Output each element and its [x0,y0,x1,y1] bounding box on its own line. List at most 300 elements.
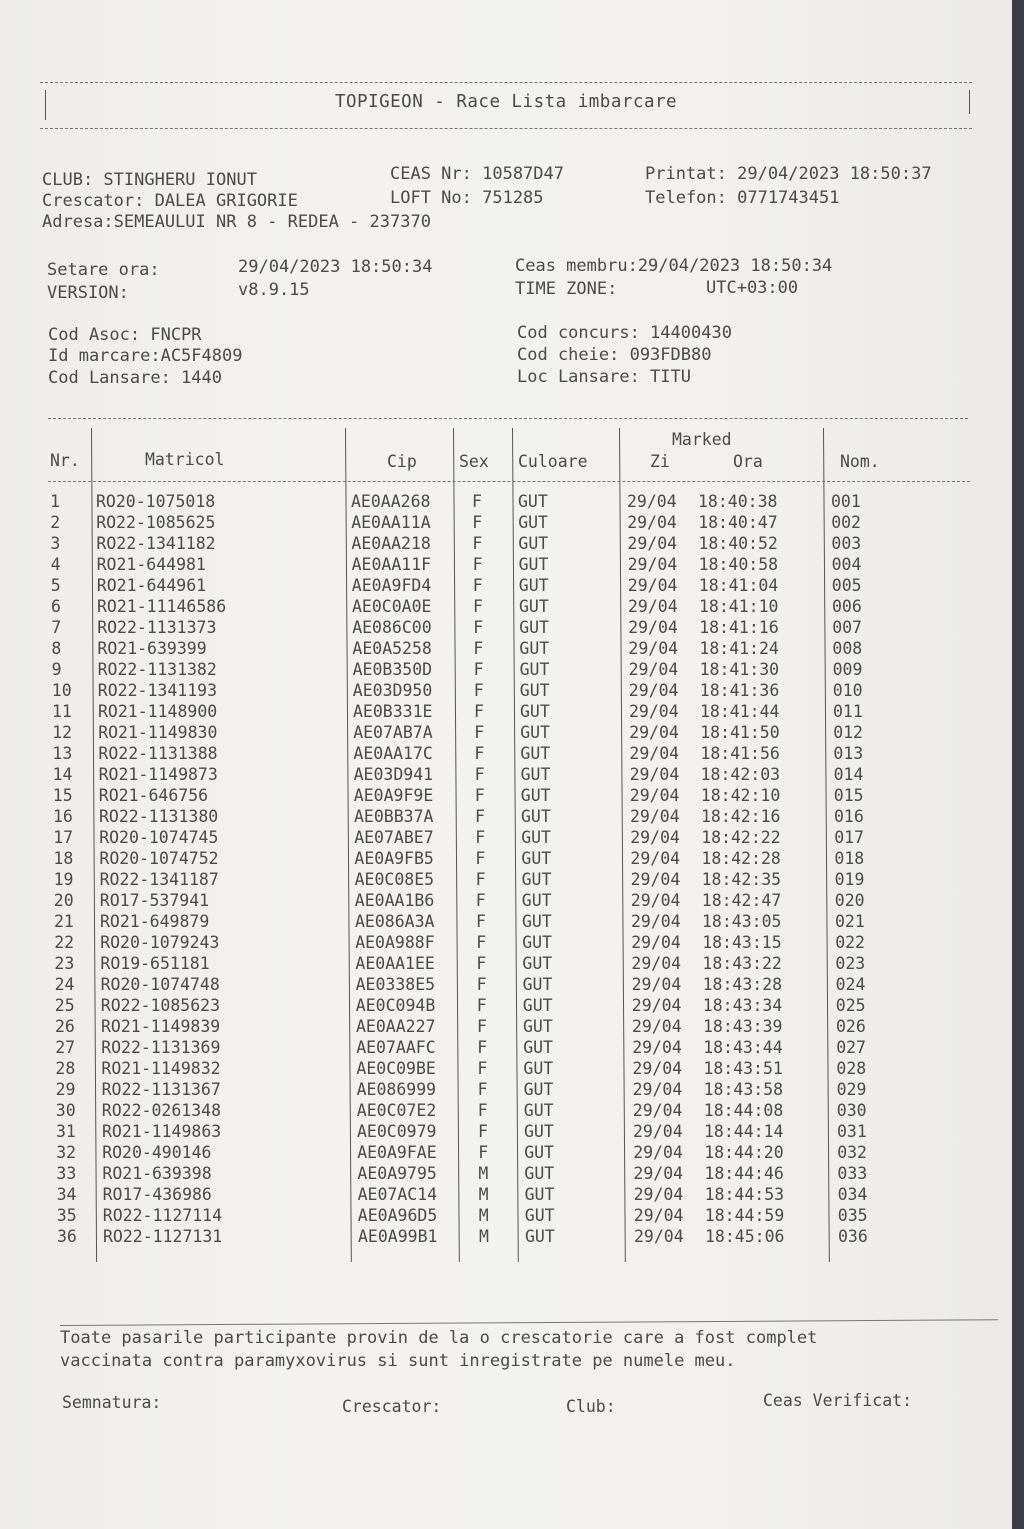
cell-nr: 34 [56,1185,77,1204]
cell-nr: 13 [52,744,73,763]
cell-zi: 29/04 [627,555,678,574]
cell-ora: 18:40:47 [698,513,778,532]
cell-ora: 18:41:56 [700,744,780,763]
title-bottom-border [40,128,972,129]
cell-sex: F [478,1143,489,1162]
cell-zi: 29/04 [628,597,678,616]
cell-cip: AE0AA11A [351,513,431,532]
cell-ora: 18:42:16 [701,807,781,826]
table-row [0,744,1012,764]
cell-nr: 22 [54,933,75,952]
cell-zi: 29/04 [630,849,681,868]
cell-cip: AE0AA1EE [355,954,435,973]
footer-statement-line1: Toate pasarile participante provin de la o crescatorie care a fost complet [60,1328,818,1348]
cell-cip: AE0AA17C [353,744,433,763]
cell-nom: 006 [832,597,862,616]
cell-cip: AE07AAFC [356,1038,436,1057]
cell-nr: 12 [52,723,73,742]
cell-cip: AE0C0979 [357,1122,437,1141]
cell-sex: F [473,618,484,637]
cell-zi: 29/04 [630,807,680,826]
cell-sex: F [476,954,487,973]
cell-ora: 18:42:28 [701,849,781,868]
cell-nom: 017 [834,828,864,847]
cell-nom: 027 [836,1038,866,1057]
ceas-verificat-label: Ceas Verificat: [763,1391,913,1410]
col-header-zi: Zi [650,452,670,471]
cell-culoare: GUT [524,1164,555,1183]
time-zone-label: TIME ZONE: [515,279,618,299]
cell-sex: M [478,1164,489,1183]
printat: Printat: 29/04/2023 18:50:37 [645,164,932,184]
table-row [0,555,1012,575]
cell-zi: 29/04 [630,891,681,910]
cell-matricol: RO21-11146586 [97,597,227,616]
cell-matricol: RO22-1131380 [99,807,219,826]
col-header-nr: Nr. [50,451,80,470]
cell-sex: F [476,975,487,994]
cell-matricol: RO21-1149830 [98,723,218,742]
cell-nr: 27 [55,1038,76,1057]
table-row [0,597,1012,617]
cell-nom: 021 [835,912,865,931]
cell-nom: 022 [835,933,865,952]
table-row [0,492,1012,512]
cell-ora: 18:42:03 [700,765,781,784]
cell-matricol: RO20-1079243 [100,933,220,952]
cell-nr: 18 [53,849,74,868]
cell-nr: 20 [53,891,74,910]
cell-cip: AE086999 [356,1080,437,1099]
cell-nom: 009 [832,660,863,679]
cell-nom: 032 [837,1143,867,1162]
cell-culoare: GUT [520,744,551,763]
cell-zi: 29/04 [628,639,679,658]
adresa: Adresa:SEMEAULUI NR 8 - REDEA - 237370 [42,212,431,232]
cell-matricol: RO21-644981 [96,555,206,574]
col-header-marked: Marked [672,430,732,449]
cell-zi: 29/04 [627,492,677,511]
cell-matricol: RO17-436986 [102,1185,212,1204]
col-header-sex: Sex [459,452,489,471]
cell-sex: F [477,1059,488,1078]
ceas-nr: CEAS Nr: 10587D47 [390,164,564,184]
col-header-culoare: Culoare [518,452,588,471]
cell-culoare: GUT [523,1080,554,1099]
cell-zi: 29/04 [632,1080,683,1099]
cell-matricol: RO22-1127114 [102,1206,223,1225]
cell-zi: 29/04 [630,870,681,889]
cell-matricol: RO21-1149832 [101,1059,221,1078]
cell-sex: F [475,891,486,910]
table-header-separator [48,481,970,482]
cell-cip: AE0A9795 [357,1164,437,1183]
cell-nr: 28 [55,1059,76,1078]
cell-zi: 29/04 [629,723,679,742]
cell-culoare: GUT [522,912,552,931]
cell-sex: F [478,1122,488,1141]
cell-sex: F [472,534,483,553]
cell-cip: AE0AA227 [356,1017,436,1036]
cell-nr: 29 [55,1080,76,1099]
col-header-ora: Ora [733,452,763,471]
cell-matricol: RO21-639398 [102,1164,212,1183]
table-row [0,828,1012,848]
cell-nr: 24 [54,975,75,994]
cell-nom: 023 [835,954,866,973]
cell-nr: 26 [55,1017,75,1036]
col-header-cip: Cip [387,452,417,471]
cell-sex: F [474,702,484,721]
cell-nom: 025 [835,996,866,1015]
cell-cip: AE0C09BE [356,1059,436,1078]
cell-matricol: RO22-1127131 [103,1227,223,1246]
cell-nom: 028 [836,1059,867,1078]
cell-ora: 18:44:20 [704,1143,784,1162]
cell-culoare: GUT [519,618,549,637]
cell-nom: 026 [836,1017,866,1036]
cell-nr: 10 [51,681,72,700]
cell-nr: 23 [54,954,75,973]
cell-nr: 19 [53,870,74,889]
cell-cip: AE0AA1B6 [354,891,435,910]
cell-culoare: GUT [521,891,552,910]
cell-ora: 18:42:22 [701,828,781,847]
cell-nr: 7 [51,618,62,637]
table-row [0,1185,1012,1205]
ceas-membru: Ceas membru:29/04/2023 18:50:34 [515,256,833,276]
cell-nom: 014 [833,765,864,784]
cell-sex: F [475,828,486,847]
cell-matricol: RO21-1148900 [98,702,218,721]
cell-nr: 9 [51,660,62,679]
cell-nom: 036 [838,1227,868,1246]
cell-cip: AE0AA11F [351,555,432,574]
cell-matricol: RO19-651181 [100,954,210,973]
table-row [0,534,1012,554]
cell-ora: 18:44:59 [704,1206,785,1225]
cell-nom: 002 [831,513,861,532]
telefon: Telefon: 0771743451 [645,188,840,208]
cell-cip: AE0AA218 [351,534,431,553]
cell-cip: AE0C094B [355,996,436,1015]
table-row [0,1038,1012,1058]
cell-nom: 020 [834,891,865,910]
cell-culoare: GUT [519,639,550,658]
cell-nom: 030 [836,1101,867,1120]
cell-matricol: RO22-1085623 [100,996,221,1015]
club-name: CLUB: STINGHERU IONUT [42,170,257,190]
cell-ora: 18:41:50 [700,723,780,742]
cell-cip: AE03D950 [352,681,433,700]
cell-zi: 29/04 [628,681,679,700]
cell-matricol: RO21-639399 [97,639,207,658]
table-row [0,849,1012,869]
cell-sex: F [477,1017,487,1036]
cell-ora: 18:44:53 [704,1185,785,1204]
cell-sex: F [476,933,487,952]
cell-nr: 5 [50,576,61,595]
cell-culoare: GUT [522,996,553,1015]
cell-nr: 1 [50,492,60,511]
cell-nr: 32 [56,1143,77,1162]
cell-ora: 18:40:38 [698,492,778,511]
version-label: VERSION: [47,283,129,303]
cell-culoare: GUT [521,828,551,847]
cell-cip: AE0A96D5 [357,1206,438,1225]
cell-sex: M [478,1206,489,1225]
table-row [0,765,1012,785]
cell-zi: 29/04 [632,1038,682,1057]
table-row [0,1206,1012,1226]
table-row [0,996,1012,1016]
cell-matricol: RO20-1074752 [99,849,219,868]
cod-cheie: Cod cheie: 093FDB80 [517,345,712,365]
cell-zi: 29/04 [629,765,680,784]
cell-sex: F [473,597,483,616]
cell-cip: AE0A5258 [352,639,432,658]
cell-ora: 18:43:39 [703,1017,783,1036]
cell-nom: 029 [836,1080,867,1099]
cell-nom: 019 [834,870,865,889]
cell-nr: 30 [55,1101,76,1120]
cod-asoc: Cod Asoc: FNCPR [48,325,202,345]
time-zone-value: UTC+03:00 [706,278,799,298]
club-signature-label: Club: [566,1397,616,1416]
cell-nom: 012 [833,723,863,742]
cell-matricol: RO21-649879 [100,912,210,931]
cell-zi: 29/04 [632,1059,683,1078]
cell-matricol: RO22-0261348 [101,1101,222,1120]
cell-cip: AE0A9FD4 [351,576,432,595]
table-row [0,1164,1012,1184]
cell-zi: 29/04 [629,702,679,721]
cell-culoare: GUT [522,954,553,973]
table-row [0,912,1012,932]
table-row [0,723,1012,743]
cell-ora: 18:43:28 [702,975,783,994]
cell-zi: 29/04 [633,1122,683,1141]
cell-nom: 015 [833,786,864,805]
cell-nr: 33 [56,1164,77,1183]
cell-ora: 18:43:44 [703,1038,783,1057]
table-row [0,1227,1012,1247]
cell-matricol: RO22-1341193 [97,681,218,700]
cell-cip: AE07AB7A [353,723,433,742]
cell-nom: 018 [834,849,865,868]
cell-matricol: RO21-646756 [98,786,209,805]
cell-nom: 013 [833,744,864,763]
cell-ora: 18:41:16 [699,618,779,637]
cell-matricol: RO20-1075018 [96,492,216,511]
cell-culoare: GUT [521,807,551,826]
cell-culoare: GUT [519,681,550,700]
cell-nr: 31 [56,1122,76,1141]
cell-zi: 29/04 [629,744,680,763]
col-header-matricol: Matricol [145,450,225,469]
cell-culoare: GUT [518,534,549,553]
cod-lansare: Cod Lansare: 1440 [48,368,222,388]
crescator-name: Crescator: DALEA GRIGORIE [42,191,298,211]
cell-zi: 29/04 [632,1101,683,1120]
cell-ora: 18:45:06 [705,1227,785,1246]
cell-cip: AE0A988F [355,933,435,952]
cell-nom: 033 [837,1164,868,1183]
cell-sex: F [474,786,485,805]
cell-zi: 29/04 [631,996,682,1015]
table-row [0,576,1012,596]
cell-sex: F [472,492,482,511]
cell-culoare: GUT [518,576,549,595]
cell-nom: 011 [833,702,863,721]
table-row [0,1059,1012,1079]
cell-sex: F [473,681,484,700]
cell-culoare: GUT [523,1059,554,1078]
table-top-border [48,418,968,419]
cell-sex: F [474,723,485,742]
setare-ora-value: 29/04/2023 18:50:34 [238,257,433,277]
cell-ora: 18:41:30 [699,660,780,679]
cell-cip: AE086C00 [352,618,432,637]
cell-matricol: RO22-1131369 [101,1038,221,1057]
table-row [0,1017,1012,1037]
cell-zi: 29/04 [631,954,682,973]
cell-matricol: RO17-537941 [99,891,210,910]
cell-cip: AE0BB37A [354,807,434,826]
cell-cip: AE0338E5 [355,975,436,994]
cell-ora: 18:42:47 [701,891,782,910]
cell-cip: AE086A3A [355,912,435,931]
cell-matricol: RO20-1074748 [100,975,220,994]
cell-ora: 18:43:51 [703,1059,783,1078]
cell-ora: 18:40:58 [698,555,779,574]
cell-cip: AE07AC14 [357,1185,438,1204]
cell-zi: 29/04 [631,933,681,952]
cell-culoare: GUT [525,1227,555,1246]
cell-nr: 36 [57,1227,77,1246]
cell-ora: 18:40:52 [698,534,778,553]
cell-ora: 18:41:10 [699,597,779,616]
cell-zi: 29/04 [634,1227,684,1246]
cell-culoare: GUT [524,1122,554,1141]
cell-sex: F [472,555,483,574]
cell-nr: 8 [51,639,62,658]
cell-matricol: RO22-1131367 [101,1080,221,1099]
cell-culoare: GUT [518,492,548,511]
cell-sex: F [476,996,487,1015]
cell-cip: AE0A9FB5 [354,849,434,868]
cell-cip: AE0C08E5 [354,870,435,889]
cell-culoare: GUT [521,849,552,868]
cell-culoare: GUT [519,597,549,616]
cell-ora: 18:42:10 [700,786,781,805]
semnatura-label: Semnatura: [62,1393,162,1412]
col-header-nom: Nom. [840,452,880,471]
cell-ora: 18:41:24 [699,639,779,658]
cell-matricol: RO22-1341182 [96,534,216,553]
cell-cip: AE0B350D [352,660,433,679]
cell-culoare: GUT [523,1101,554,1120]
cell-nr: 11 [52,702,72,721]
table-row [0,1080,1012,1100]
cell-zi: 29/04 [627,534,678,553]
cell-culoare: GUT [519,660,550,679]
cell-nom: 035 [837,1206,868,1225]
cell-culoare: GUT [522,933,552,952]
loc-lansare: Loc Lansare: TITU [517,367,691,387]
cell-culoare: GUT [520,723,550,742]
cell-zi: 29/04 [628,660,679,679]
cell-nom: 034 [837,1185,868,1204]
table-row [0,891,1012,911]
cell-ora: 18:43:15 [702,933,782,952]
table-row [0,807,1012,827]
cell-sex: F [472,576,483,595]
cell-cip: AE0B331E [353,702,433,721]
cell-culoare: GUT [520,765,551,784]
cell-sex: F [474,744,485,763]
cell-sex: F [475,849,486,868]
cell-sex: F [477,1101,488,1120]
cell-nr: 21 [54,912,74,931]
cell-nom: 003 [831,534,862,553]
table-row [0,870,1012,890]
table-row [0,786,1012,806]
crescator-signature-label: Crescator: [342,1397,442,1416]
table-row [0,618,1012,638]
table-row [0,660,1012,680]
cell-culoare: GUT [523,1038,553,1057]
cell-culoare: GUT [524,1143,554,1162]
table-row [0,933,1012,953]
cell-nom: 010 [832,681,863,700]
cell-sex: F [473,660,484,679]
cell-cip: AE03D941 [353,765,434,784]
cell-zi: 29/04 [630,828,680,847]
cell-sex: M [479,1227,489,1246]
table-row [0,681,1012,701]
cell-nom: 008 [832,639,863,658]
cell-matricol: RO21-1149873 [98,765,218,784]
footer-statement-line2: vaccinata contra paramyxovirus si sunt inregistrate pe numele meu. [60,1351,736,1371]
cell-culoare: GUT [520,702,550,721]
cell-nr: 6 [51,597,61,616]
cell-ora: 18:42:35 [701,870,782,889]
cell-zi: 29/04 [631,975,682,994]
cell-cip: AE0C0A0E [352,597,432,616]
cell-ora: 18:43:22 [702,954,782,973]
table-row [0,702,1012,722]
report-title: TOPIGEON - Race Lista imbarcare [334,92,678,112]
cell-nom: 005 [831,576,862,595]
cell-sex: F [475,870,486,889]
cell-sex: F [475,807,485,826]
cell-matricol: RO22-1131382 [97,660,217,679]
cell-matricol: RO22-1131388 [98,744,218,763]
cell-matricol: RO20-490146 [102,1143,212,1162]
cell-sex: F [477,1038,488,1057]
cell-cip: AE0C07E2 [356,1101,437,1120]
cell-matricol: RO21-1149863 [102,1122,222,1141]
table-row [0,975,1012,995]
table-row [0,639,1012,659]
cell-nom: 004 [831,555,862,574]
cell-cip: AE0A9FAE [357,1143,437,1162]
cell-zi: 29/04 [627,513,677,532]
setare-ora-label: Setare ora: [47,260,160,280]
cell-zi: 29/04 [628,618,678,637]
footer-separator [60,1319,998,1326]
